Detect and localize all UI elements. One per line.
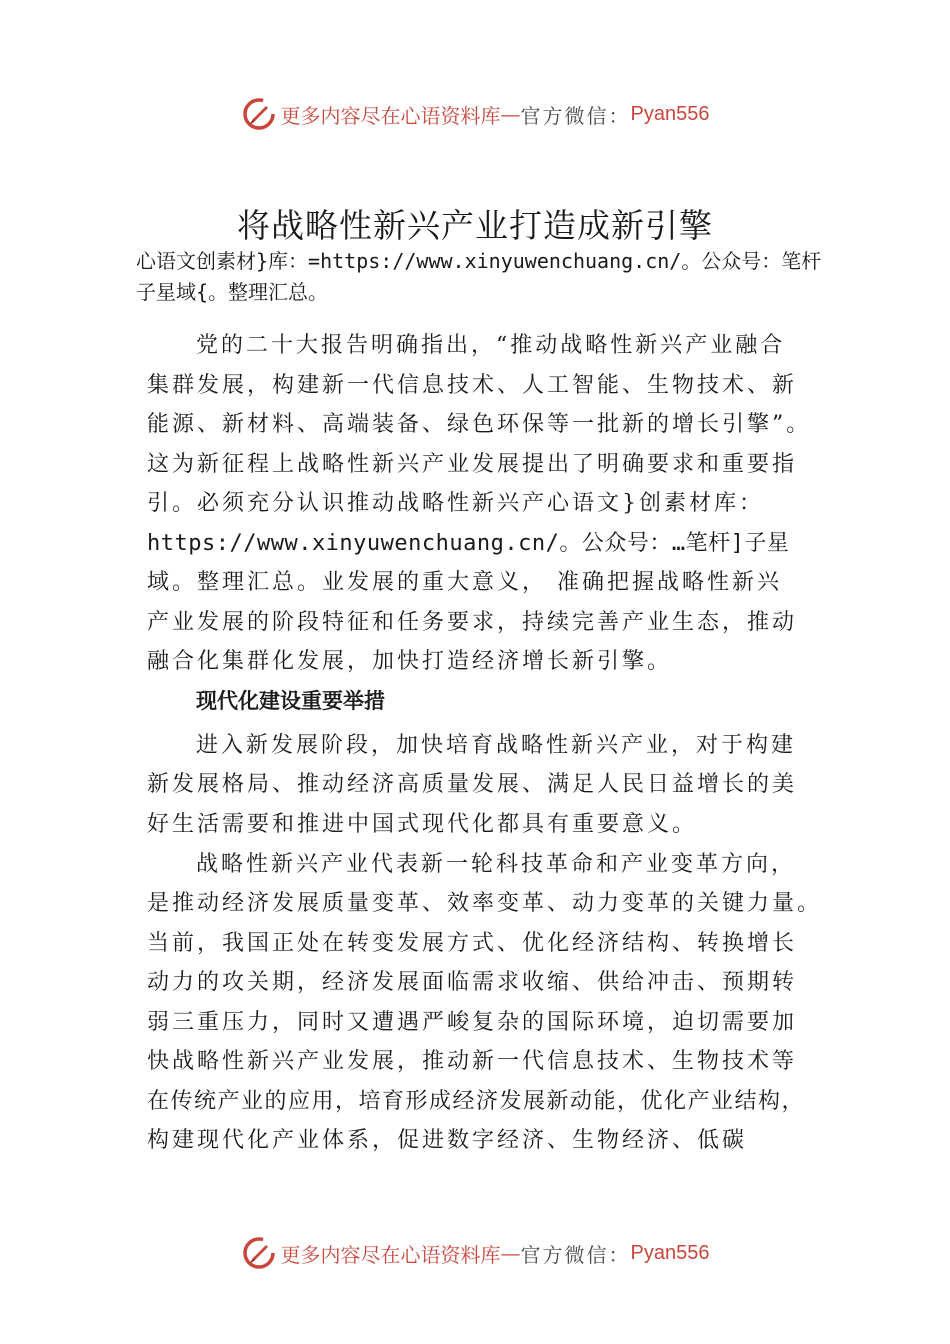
wechat-id: Pyan556: [630, 102, 710, 125]
para3-line: 动力的攻关期，经济发展面临需求收缩、供给冲击、预期转: [147, 970, 798, 995]
para1-line: 产业发展的阶段特征和任务要求，持续完善产业生态，推动: [147, 610, 798, 635]
para3-line: 战略性新兴产业代表新一轮科技革命和产业变革方向，: [196, 852, 797, 877]
promo-dash: —: [500, 102, 521, 126]
footer-banner: [0, 1231, 950, 1275]
para1-line: 域。整理汇总。业发展的重大意义， 准确把握战略性新兴: [147, 570, 782, 595]
para1-line: 这为新征程上战略性新兴产业发展提出了明确要求和重要指: [147, 452, 798, 477]
para3-line: 在传统产业的应用，培育形成经济发展新动能，优化产业结构，: [147, 1089, 806, 1114]
para3-line: 构建现代化产业体系，促进数字经济、生物经济、低碳: [147, 1128, 748, 1153]
para2-line: 新发展格局、推动经济高质量发展、满足人民日益增长的美: [147, 772, 798, 797]
section-heading: 现代化建设重要举措: [196, 689, 385, 713]
para2-line: 好生活需要和推进中国式现代化都具有重要意义。: [147, 812, 698, 837]
brush-seal-icon: [241, 1235, 277, 1271]
promo-dash: —: [500, 1241, 521, 1265]
para1-line: 能源、新材料、高端装备、绿色环保等一批新的增长引擎”。: [147, 412, 812, 437]
para1-line: 引。必须充分认识推动战略性新兴产心语文}创素材库：: [147, 491, 764, 516]
para3-line: 当前，我国正处在转变发展方式、优化经济结构、转换增长: [147, 931, 798, 956]
brush-seal-icon: [241, 96, 277, 132]
para1-line: 融合化集群化发展，加快打造经济增长新引擎。: [147, 649, 673, 674]
source-line: 心语文创素材}库：=https://www.xinyuwenchuang.cn/。公众号：笔杆子星域{。整理汇总。: [136, 249, 822, 304]
para1-line: 党的二十大报告明确指出，“推动战略性新兴产业融合: [196, 333, 786, 358]
para3-line: 弱三重压力，同时又遭遇严峻复杂的国际环境，迫切需要加: [147, 1010, 798, 1035]
wechat-label: 官方微信：: [520, 1242, 631, 1267]
promo-text: 更多内容尽在心语资料库: [280, 1242, 501, 1267]
wechat-label: 官方微信：: [520, 103, 631, 128]
para1-line: https://www.xinyuwenchuang.cn/。公众号：…笔杆]子星: [147, 531, 790, 556]
para3-line: 快战略性新兴产业发展，推动新一代信息技术、生物技术等: [147, 1049, 798, 1074]
promo-text: 更多内容尽在心语资料库: [280, 103, 501, 128]
document-title: 将战略性新兴产业打造成新引擎: [237, 206, 713, 245]
para2-line: 进入新发展阶段，加快培育战略性新兴产业，对于构建: [196, 733, 797, 758]
wechat-id: Pyan556: [630, 1241, 710, 1264]
para1-line: 集群发展，构建新一代信息技术、人工智能、生物技术、新: [147, 373, 798, 398]
header-banner: [0, 92, 950, 136]
para3-line: 是推动经济发展质量变革、效率变革、动力变革的关键力量。: [147, 891, 823, 916]
